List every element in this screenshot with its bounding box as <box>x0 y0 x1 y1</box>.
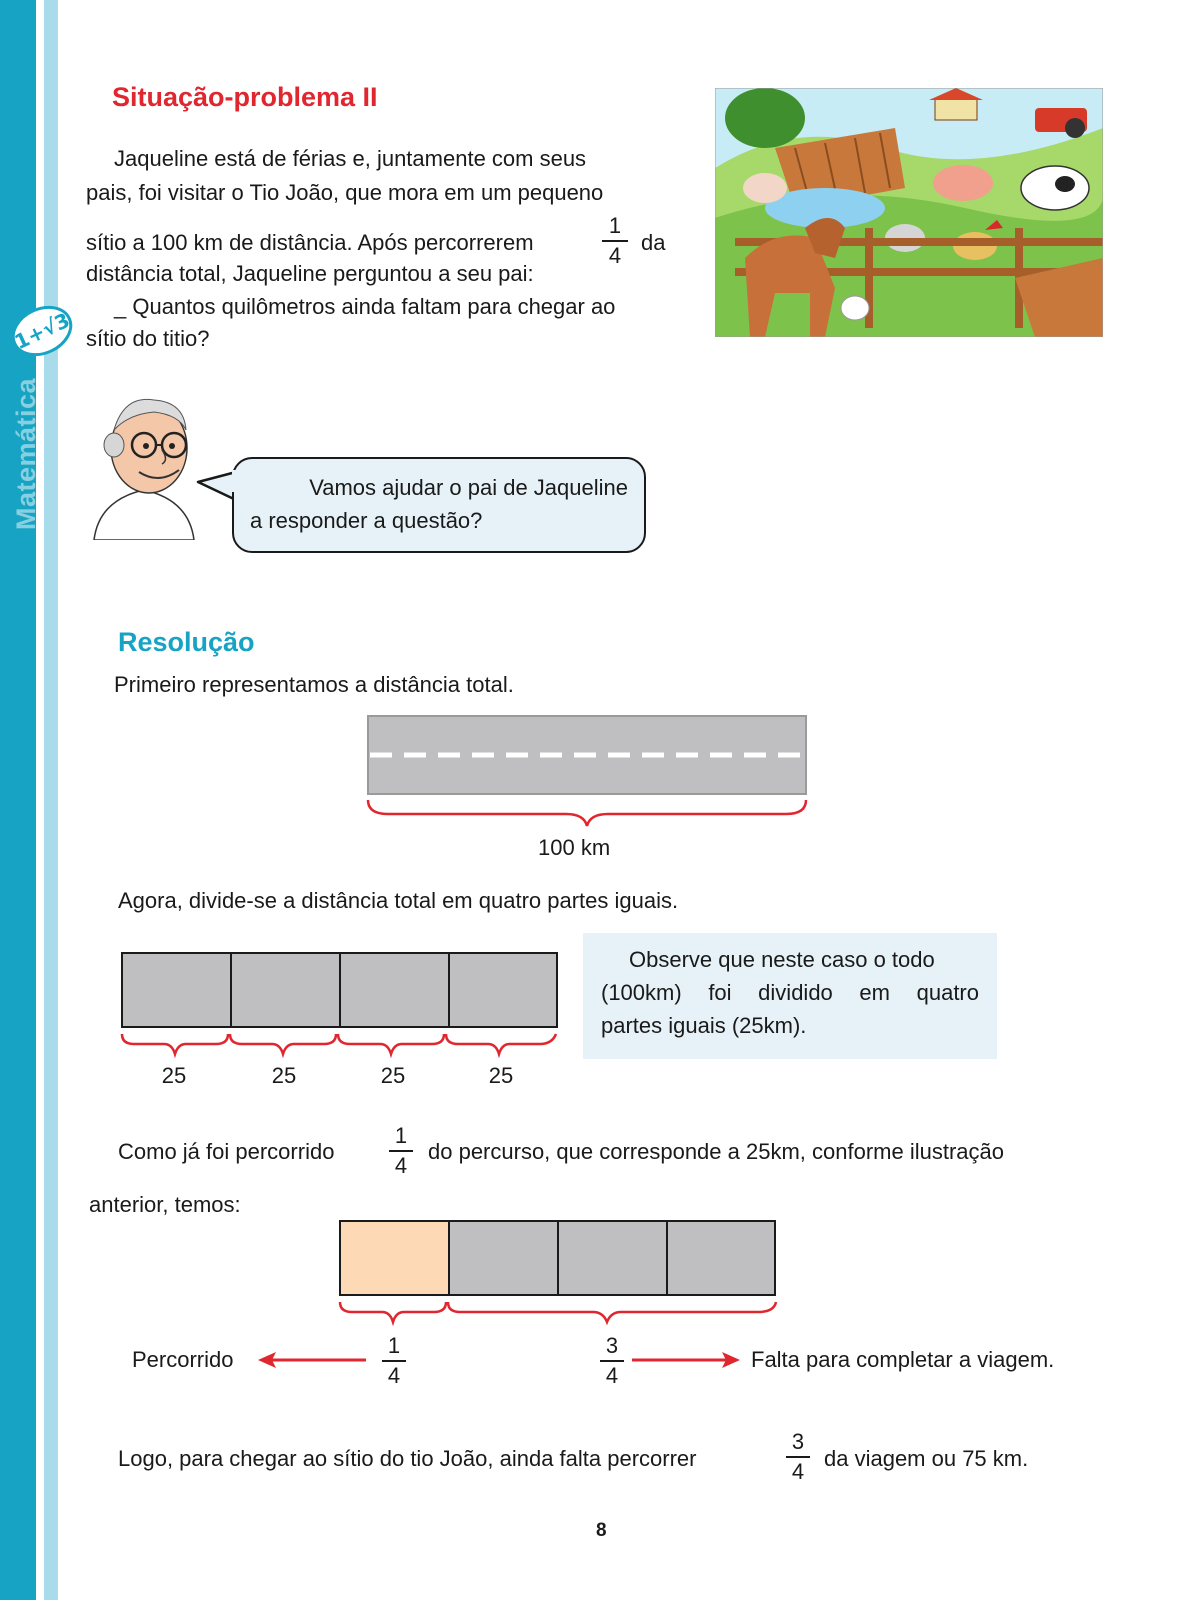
problem-line-2: pais, foi visitar o Tio João, que mora em um pequeno <box>86 180 604 205</box>
problem-title: Situação-problema II <box>112 82 378 112</box>
side-band <box>0 0 36 1600</box>
bubble-tail-joint <box>232 470 238 492</box>
note-line-2: (100km) foi dividido em quatro <box>601 980 979 1005</box>
conclusion-text-a: Logo, para chegar ao sítio do tio João, ainda falta percorrer <box>118 1446 697 1471</box>
traveled-numerator: 1 <box>387 1333 401 1358</box>
remaining-fraction <box>600 1334 624 1388</box>
speech-line-1: Vamos ajudar o pai de Jaqueline <box>309 475 628 500</box>
segment-3 <box>339 952 450 1028</box>
traveled-segment <box>339 1220 450 1296</box>
subject-label: Matemática <box>11 377 41 530</box>
fraction-segments <box>339 1220 776 1298</box>
problem-line-6: sítio do titio? <box>86 326 210 351</box>
remaining-segment-2 <box>557 1220 668 1296</box>
conclusion-fraction <box>786 1430 810 1484</box>
segment-label-1: 25 <box>161 1063 187 1088</box>
conclusion-text-b: da viagem ou 75 km. <box>824 1446 1029 1471</box>
problem-line-5: _ Quantos quilômetros ainda faltam para chegar ao <box>114 294 616 319</box>
traveled-label: Percorrido <box>132 1347 234 1372</box>
remaining-denominator: 4 <box>605 1363 619 1388</box>
step3-numerator: 1 <box>394 1123 408 1148</box>
fraction-braces <box>337 1300 779 1330</box>
remaining-label: Falta para completar a viagem. <box>751 1347 1055 1372</box>
problem-line-1: Jaqueline está de férias e, juntamente com seus <box>114 146 587 171</box>
segment-label-2: 25 <box>271 1063 297 1088</box>
segment-label-4: 25 <box>488 1063 514 1088</box>
segment-label-3: 25 <box>380 1063 406 1088</box>
problem-line-3a: sítio a 100 km de distância. Após percorrerem <box>86 230 534 255</box>
step3-denominator: 4 <box>394 1153 408 1178</box>
segment-1 <box>121 952 232 1028</box>
professor-character <box>84 390 214 540</box>
math-logo-icon <box>8 305 76 357</box>
resolution-step-3b: do percurso, que corresponde a 25km, conforme ilustração <box>428 1139 1004 1164</box>
problem-line-4: distância total, Jaqueline perguntou a seu pai: <box>86 261 534 286</box>
resolution-title: Resolução <box>118 627 255 657</box>
fraction-numerator: 1 <box>608 213 622 238</box>
problem-line-3b: da <box>641 230 666 255</box>
resolution-step-2: Agora, divide-se a distância total em quatro partes iguais. <box>118 888 679 913</box>
conclusion-numerator: 3 <box>791 1429 805 1454</box>
farm-illustration <box>715 88 1103 337</box>
speech-line-2: a responder a questão? <box>250 508 483 533</box>
remaining-numerator: 3 <box>605 1333 619 1358</box>
resolution-step-1: Primeiro representamos a distância total. <box>114 672 514 697</box>
remaining-segment-1 <box>448 1220 559 1296</box>
resolution-step-3c: anterior, temos: <box>89 1192 241 1217</box>
note-box <box>583 933 997 1059</box>
remaining-segment-3 <box>666 1220 776 1296</box>
traveled-denominator: 4 <box>387 1363 401 1388</box>
right-arrow-icon <box>630 1348 742 1372</box>
segment-braces <box>119 1032 561 1062</box>
resolution-step-3a: Como já foi percorrido <box>118 1139 335 1164</box>
problem-fraction <box>602 214 628 268</box>
four-segments <box>121 952 558 1030</box>
segment-4 <box>448 952 558 1028</box>
road-label: 100 km <box>538 835 611 860</box>
traveled-fraction <box>382 1334 406 1388</box>
svg-text:1+√3: 1+√3 <box>10 307 74 355</box>
step3-fraction <box>389 1124 413 1178</box>
side-stripe <box>44 0 58 1600</box>
segment-2 <box>230 952 341 1028</box>
speech-bubble <box>232 457 646 553</box>
conclusion-denominator: 4 <box>791 1459 805 1484</box>
fraction-denominator: 4 <box>608 243 622 268</box>
note-line-3: partes iguais (25km). <box>601 1013 807 1038</box>
note-line-1: Observe que neste caso o todo <box>629 947 935 972</box>
left-arrow-icon <box>256 1348 368 1372</box>
page-number: 8 <box>596 1520 607 1541</box>
